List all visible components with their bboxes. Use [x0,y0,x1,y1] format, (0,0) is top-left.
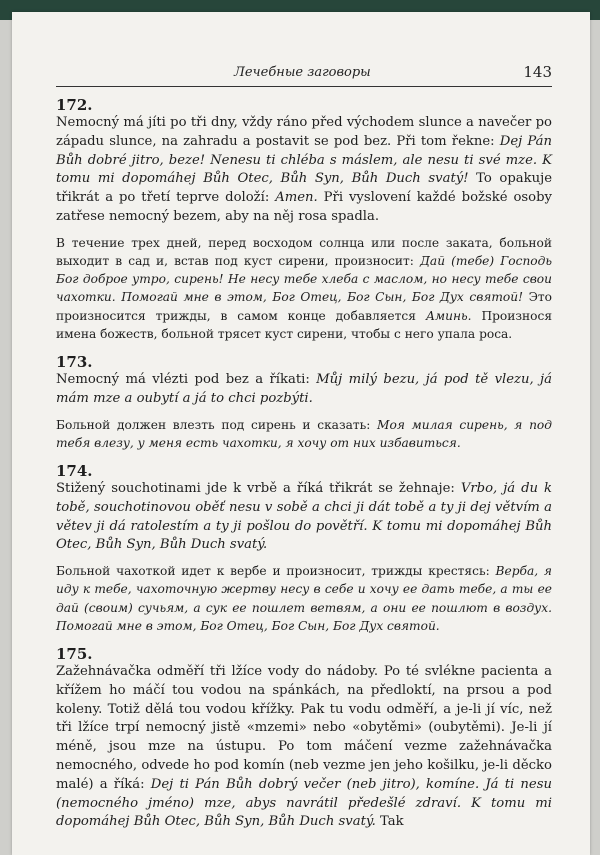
entry-number: 173. [56,353,93,371]
charm-text: Верба, я иду к тебе, чахоточную жертву несу в себе и хочу ее дать тебе, а ты ее дай (своим) сучьям, а сук ее пошлет ветвям, а они ее пошлют в воздух. Помогай мне в этом, Бог Отец, Бог Сын, Бог Дух святой. [56,564,552,633]
czech-paragraph [56,480,552,555]
page-number: 143 [523,63,552,81]
paragraph-text: To opakuje třikrát a po třetí teprve doloží: [56,171,552,206]
running-header [56,60,552,87]
paragraph-text: Nemocný má vlézti pod bez a říkati: [56,372,317,387]
paragraph-text: Stižený souchotinami jde k vrbě a říká třikrát se žehnaje: [56,481,461,496]
paragraph-text: Это произносится трижды, в самом конце добавляется [56,290,553,323]
paragraph-text: Nemocný má jíti po tři dny, vždy ráno před východem slunce a navečer po západu slunce, na zahradu a postavit se pod bez. Při tom řekne: [56,115,552,149]
czech-paragraph [56,663,552,832]
book-page [12,12,590,855]
russian-paragraph [56,562,552,635]
charm-text: Моя милая сирень, я под тебя влезу, у меня есть чахотки, я хочу от них избавиться. [56,417,552,450]
paragraph-text: Больной чахоткой идет к вербе и произносит, трижды крестясь: [56,564,496,579]
paragraph-text: В течение трех дней, перед восходом солнца или после заката, больной выходит в сад и, встав под куст сирени, произносит: [56,235,552,268]
page-content [56,96,552,832]
czech-paragraph [56,114,552,227]
charm-text: Аминь. [425,308,472,323]
charm-text: Amen. [275,190,318,206]
charm-text: Vrbo, já du k tobě, souchotinovou oběť nesu v sobě a chci ji dát tobě a ty ji dej větvím a větev ji dá ratolestím a ty ji pošlou do povětří. K tomu mi dopomáhej Bůh Otec, Bůh Syn, Bůh Duch svatý. [56,481,552,553]
entry-number: 172. [56,96,93,114]
running-title: Лечебные заговоры [234,65,371,80]
charm-text: Dej ti Pán Bůh dobrý večer (neb jitro), komíne. Já ti nesu (nemocného jméno) mze, abys navrátil předešlé zdraví. K tomu mi dopomáhej Bůh Otec, Bůh Syn, Bůh Duch svatý. [56,776,552,830]
paragraph-text: Больной должен влезть под сирень и сказать: [56,417,378,432]
charm-text: Můj milý bezu, já pod tě vlezu, já mám mze a oubytí a já to chci pozbýti. [56,372,552,406]
czech-paragraph [56,371,552,409]
entry-number: 174. [56,462,93,480]
paragraph-text: Tak [375,814,404,830]
paragraph-text: Při vyslovení každé božské osoby zatřese nemocný bezem, aby na něj rosa spadla. [56,190,553,224]
paragraph-text: Произнося имена божеств, больной трясет куст сирени, чтобы с него упала роса. [56,308,553,341]
charm-text: Дай (тебе) Господь Бог доброе утро, сирень! Не несу тебе хлеба с маслом, но несу тебе свои чахотки. Помогай мне в этом, Бог Отец, Бог Сын, Бог Дух святой! [56,253,553,305]
paragraph-text: Zažehnávačka odměří tři lžíce vody do nádoby. Po té svlékne pacienta a křížem ho máčí tou vodou na spánkách, na předloktí, na prsou a pod koleny. Totiž dělá tou vodou křížky. Pak tu vodu odměří, a je-li jí víc, než tři lžíce trpí nemocný jistě «mzemi» nebo «obytěmi» (oubytěmi). Je-li jí méně, jsou mze na ústupu. Po tom máčení vezme zažehnávačka nemocného, odvede ho pod komín (neb vezme jen jeho košilku, je-li děcko malé) a říká: [56,664,552,792]
charm-text: Dej Pán Bůh dobré jitro, beze! Nenesu ti chléba s máslem, ale nesu ti své mze. K tomu mi dopomáhej Bůh Otec, Bůh Syn, Bůh Duch svatý! [56,133,552,187]
russian-paragraph [56,234,552,343]
russian-paragraph [56,416,552,452]
entry-number: 175. [56,645,93,663]
